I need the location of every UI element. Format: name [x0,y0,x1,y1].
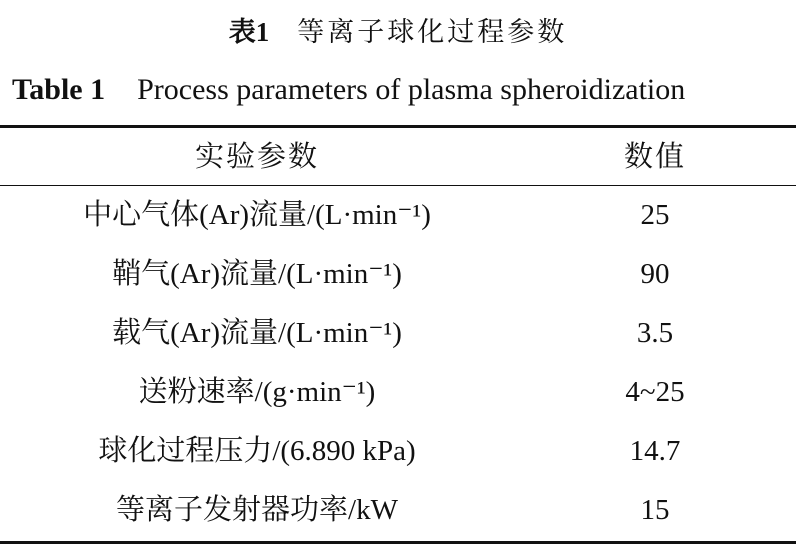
table-caption-english [12,68,685,112]
row-parameter: 送粉速率/(g·min⁻¹) [138,376,376,408]
table-caption-chinese [0,12,796,52]
table-row [0,304,796,362]
row-parameter: 载气(Ar)流量/(L·min⁻¹) [112,317,402,349]
table-title-cn: 等离子球化过程参数 [297,17,568,47]
row-value: 14.7 [629,435,681,467]
table-row [0,422,796,480]
table-title-en: Process parameters of plasma spheroidization [137,73,686,106]
row-value: 4~25 [625,376,685,408]
table-row [0,363,796,421]
row-parameter: 球化过程压力/(6.890 kPa) [98,435,416,467]
row-parameter: 等离子发射器功率/kW [116,494,398,526]
row-value: 25 [640,199,670,231]
row-parameter: 中心气体(Ar)流量/(L·min⁻¹) [83,199,431,231]
row-parameter: 鞘气(Ar)流量/(L·min⁻¹) [112,258,402,290]
header-value: 数值 [623,141,686,173]
table-header-row [0,128,796,186]
row-value: 90 [640,258,670,290]
table-number-cn: 表1 [228,17,270,47]
table-bottom-rule [0,541,796,544]
table-row [0,186,796,244]
table-row [0,245,796,303]
header-parameter: 实验参数 [194,141,319,173]
table-number-en: Table 1 [12,73,106,106]
row-value: 15 [640,494,670,526]
row-value: 3.5 [636,317,674,349]
table-row [0,481,796,539]
